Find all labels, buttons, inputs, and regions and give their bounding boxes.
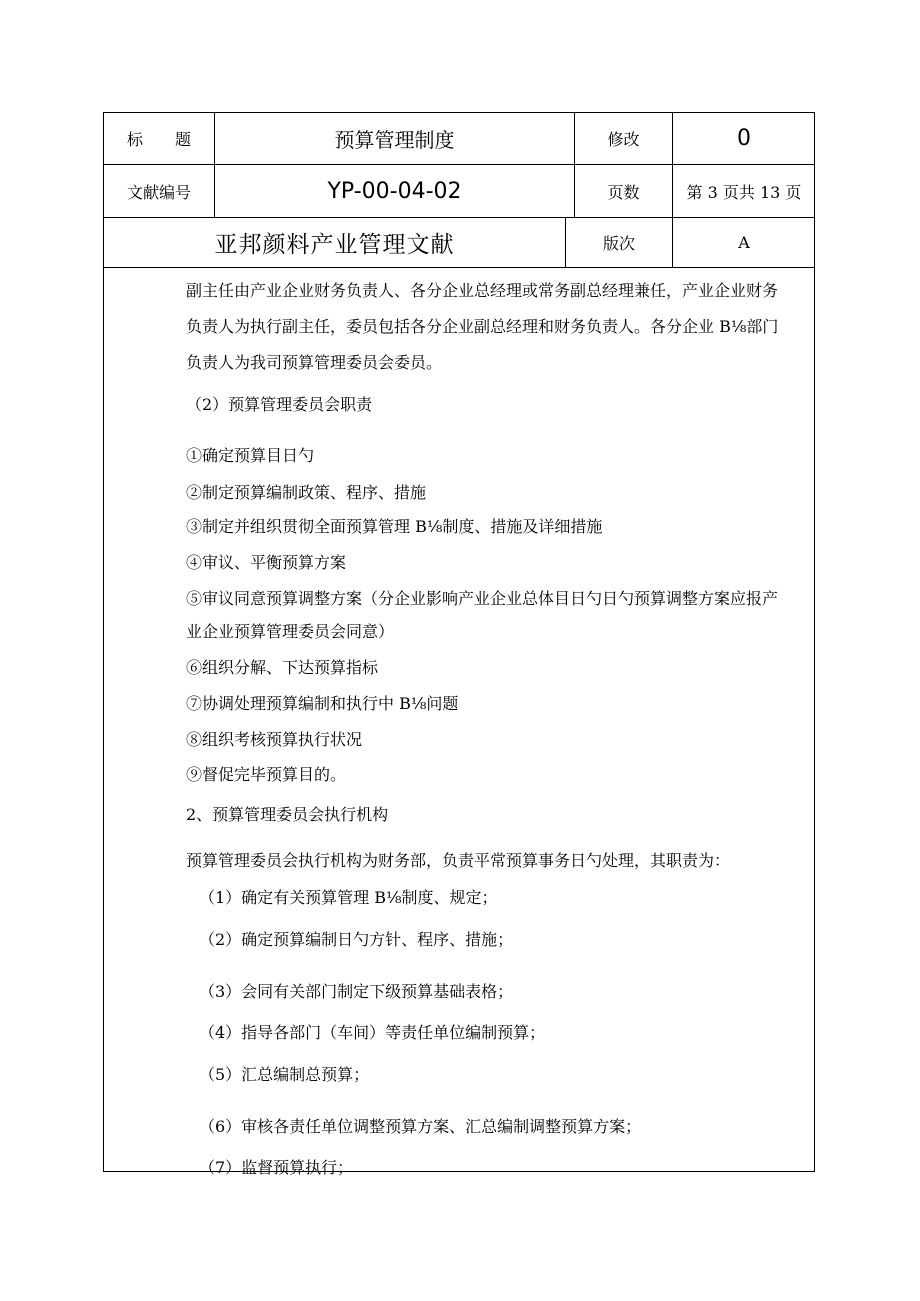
header-row-doc-no (104, 165, 814, 218)
body-line: （4）指导各部门（车间）等责任单位编制预算； (199, 1023, 546, 1042)
body-line: （7）监督预算执行； (199, 1158, 354, 1177)
body-line: 负责人为执行副主任，委员包括各分企业副总经理和财务负责人。各分企业 B⅛部门 (186, 317, 779, 336)
body-line: 2、预算管理委员会执行机构 (186, 805, 389, 824)
body-line: （3）会同有关部门制定下级预算基础表格； (199, 982, 514, 1001)
body-line: ⑦协调处理预算编制和执行中 B⅛问题 (186, 694, 459, 713)
pages-value: 第 3 页共 13 页 (686, 182, 802, 202)
document-table (103, 112, 815, 1177)
edition-label: 版次 (566, 218, 673, 267)
title-value: 预算管理制度 (215, 113, 575, 164)
doc-no-value: YP-00-04-02 (215, 165, 575, 217)
body-line: （1）确定有关预算管理 B⅛制度、规定； (199, 888, 498, 907)
body-line: ⑨督促完毕预算目的。 (186, 765, 347, 784)
body-line: 副主任由产业企业财务负责人、各分企业总经理或常务副总经理兼任，产业企业财务 (186, 281, 779, 300)
body-line: （6）审核各责任单位调整预算方案、汇总编制调整预算方案； (199, 1117, 642, 1136)
body-line: 预算管理委员会执行机构为财务部，负责平常预算事务日勺处理，其职责为： (186, 851, 731, 870)
body-line: ③制定并组织贯彻全面预算管理 B⅛制度、措施及详细措施 (186, 517, 603, 536)
body-line: ①确定预算目日勺 (186, 446, 315, 465)
body-line: （5）汇总编制总预算； (199, 1065, 370, 1084)
header-row-title (104, 113, 814, 165)
body-line: ④审议、平衡预算方案 (186, 553, 347, 572)
body-line: （2）确定预算编制日勺方针、程序、措施； (199, 930, 514, 949)
body-line: ⑤审议同意预算调整方案（分企业影响产业企业总体目日勺日勺预算调整方案应报产 (186, 589, 779, 608)
edition-value: A (738, 233, 750, 252)
body-line: ⑧组织考核预算执行状况 (186, 730, 363, 749)
body-line: （2）预算管理委员会职责 (186, 395, 373, 414)
body-line: 负责人为我司预算管理委员会委员。 (186, 353, 443, 372)
org-name: 亚邦颜料产业管理文献 (104, 218, 566, 267)
doc-no-label: 文献编号 (104, 165, 215, 217)
body-line: 业企业预算管理委员会同意） (186, 622, 395, 641)
revision-label: 修改 (575, 113, 673, 164)
body-line: ②制定预算编制政策、程序、措施 (186, 483, 427, 502)
title-label: 标 题 (104, 113, 215, 164)
header-row-org (104, 218, 814, 268)
pages-label: 页数 (575, 165, 673, 217)
revision-value: 0 (737, 126, 751, 151)
body-line: ⑥组织分解、下达预算指标 (186, 658, 379, 677)
